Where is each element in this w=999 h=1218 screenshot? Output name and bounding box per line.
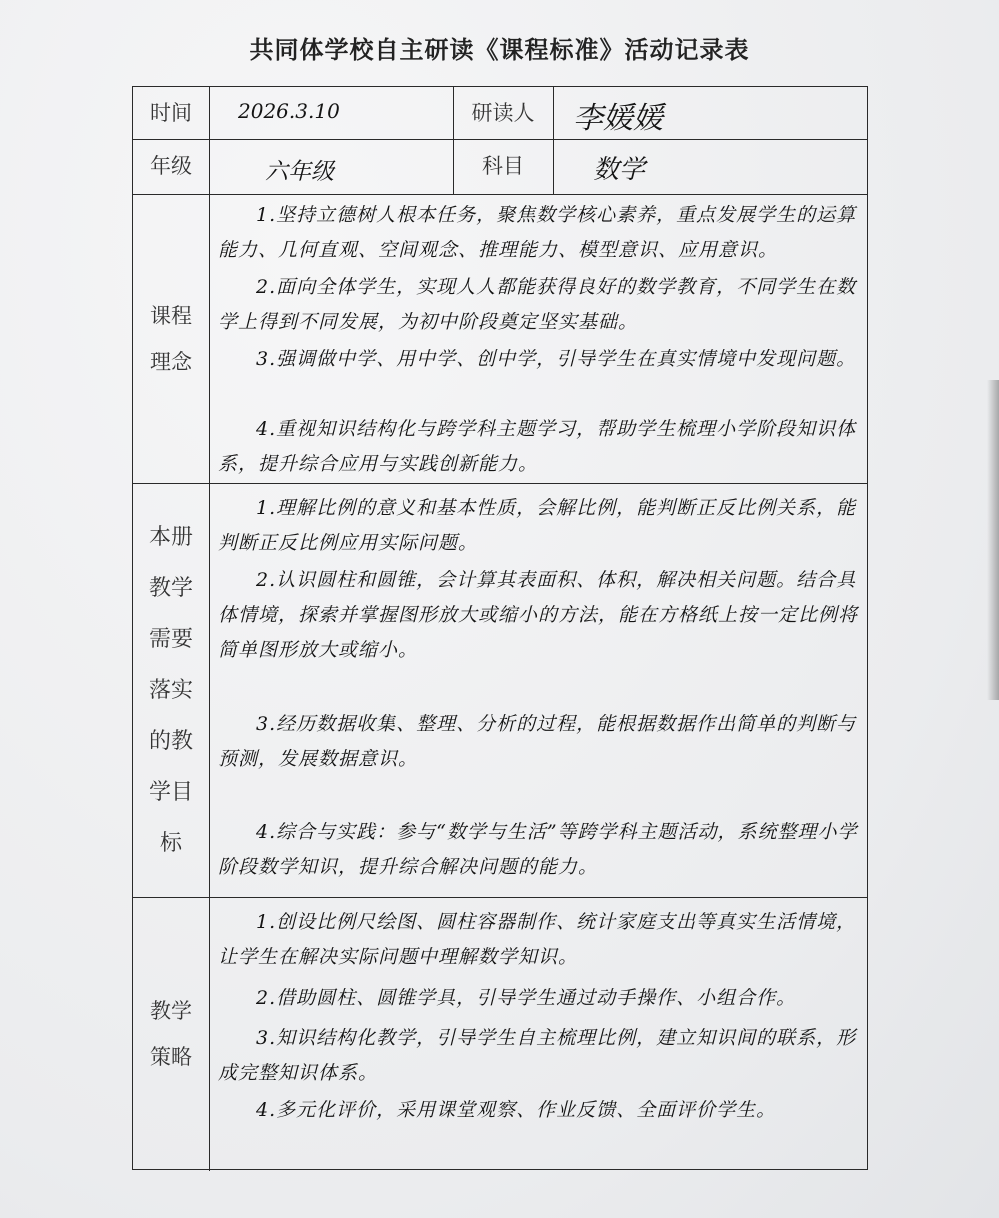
concept-item-4: 4.重视知识结构化与跨学科主题学习，帮助学生梳理小学阶段知识体系，提升综合应用与实践创新能力。: [218, 418, 857, 475]
strategy-item-1: 1.创设比例尺绘图、圆柱容器制作、统计家庭支出等真实生活情境，让学生在解决实际问题中理解数学知识。: [218, 911, 857, 968]
column-divider: [209, 87, 210, 1171]
concept-label-text: 课程理念: [150, 303, 192, 374]
grade-value: 六年级: [265, 159, 334, 185]
form-title: 共同体学校自主研读《课程标准》活动记录表: [249, 35, 750, 64]
strategy-item-3: 3.知识结构化教学，引导学生自主梳理比例，建立知识间的联系，形成完整知识体系。: [218, 1027, 857, 1084]
time-value: 2026.3.10: [238, 99, 340, 123]
subject-label: 科目: [482, 154, 524, 179]
strategy-label-text: 教学策略: [150, 999, 192, 1069]
strategy-label: [133, 897, 209, 1171]
time-label: 时间: [150, 100, 192, 125]
concept-label: [133, 194, 209, 483]
concept-item-1: 1.坚持立德树人根本任务，聚焦数学核心素养，重点发展学生的运算能力、几何直观、空间观念、推理能力、模型意识、应用意识。: [218, 204, 857, 261]
row-divider: [133, 194, 867, 195]
concept-item-3: 3.强调做中学、用中学、创中学，引导学生在真实情境中发现问题。: [256, 348, 857, 370]
grade-label: 年级: [150, 154, 192, 179]
column-divider: [553, 87, 554, 194]
row-divider: [133, 483, 867, 484]
goals-item-3: 3.经历数据收集、整理、分析的过程，能根据数据作出简单的判断与预测，发展数据意识。: [218, 713, 857, 770]
strategy-item-4: 4.多元化评价，采用课堂观察、作业反馈、全面评价学生。: [256, 1099, 777, 1121]
record-table: [132, 86, 868, 1170]
goals-label: [133, 483, 209, 897]
paper-edge-shadow: [987, 380, 999, 700]
row-divider: [133, 897, 867, 898]
reader-signature: 李媛媛: [573, 101, 663, 136]
goals-item-4: 4.综合与实践：参与“数学与生活”等跨学科主题活动，系统整理小学阶段数学知识，提升综合解决问题的能力。: [218, 821, 858, 878]
goals-label-text: 本册教学需要落实的教学目标: [148, 524, 193, 856]
reader-label: 研读人: [471, 100, 535, 125]
goals-item-2: 2.认识圆柱和圆锥，会计算其表面积、体积，解决相关问题。结合具体情境，探索并掌握图形放大或缩小的方法，能在方格纸上按一定比例将简单图形放大或缩小。: [218, 569, 859, 661]
subject-value: 数学: [593, 155, 646, 185]
goals-item-1: 1.理解比例的意义和基本性质，会解比例，能判断正反比例关系，能判断正反比例应用实际问题。: [218, 497, 857, 554]
strategy-item-2: 2.借助圆柱、圆锥学具，引导学生通过动手操作、小组合作。: [256, 987, 797, 1009]
concept-item-2: 2.面向全体学生，实现人人都能获得良好的数学教育，不同学生在数学上得到不同发展，为初中阶段奠定坚实基础。: [218, 276, 857, 333]
